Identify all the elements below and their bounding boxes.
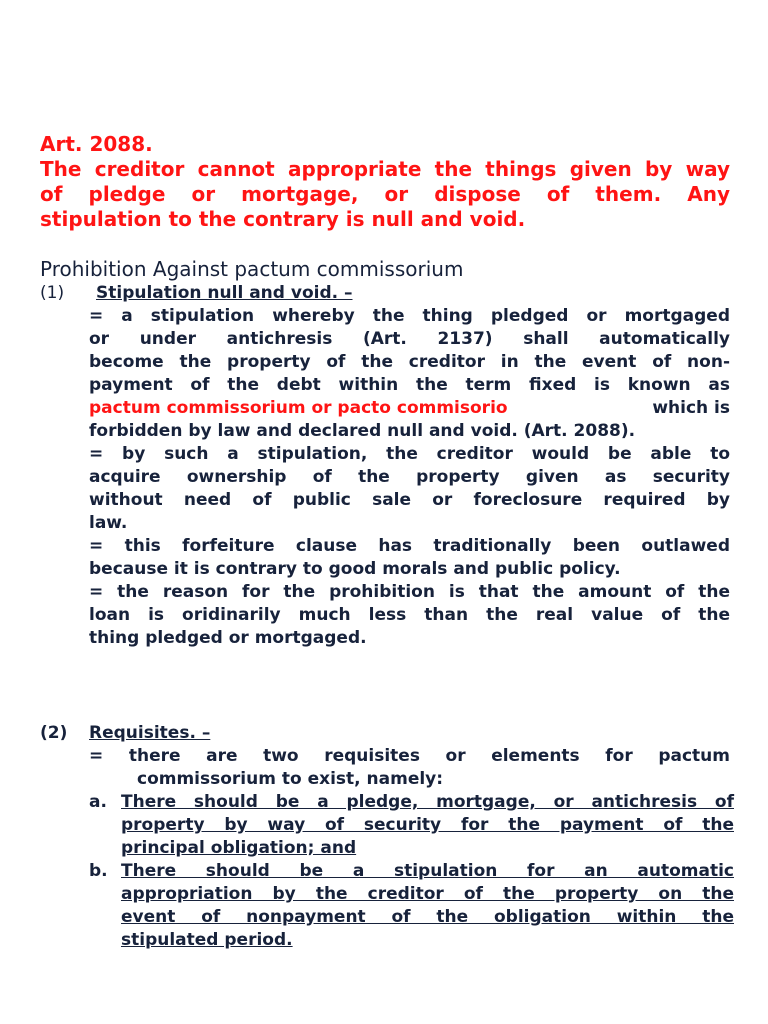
item-marker: a. (89, 792, 107, 812)
item-line: There should be a pledge, mortgage, or antichresis of (121, 792, 734, 812)
item-content (121, 860, 734, 952)
section-heading: Prohibition Against pactum commissorium (40, 257, 464, 281)
body-line: payment of the debt within the term fixed is known as (89, 375, 730, 395)
section2-intro (89, 745, 730, 791)
body-line: law. (89, 513, 128, 533)
body-line: forbidden by law and declared null and void. (Art. 2088). (89, 421, 636, 441)
body-line: = the reason for the prohibition is that the amount of the (89, 582, 730, 602)
body-line: acquire ownership of the property given as security (89, 467, 730, 487)
section2-title: Requisites. – (89, 723, 211, 743)
item-line: principal obligation; and (121, 838, 357, 858)
requisite-item-b (89, 860, 739, 952)
article-block (40, 132, 730, 232)
body-line-red (89, 397, 730, 420)
item-line: stipulated period. (121, 930, 293, 950)
section1-number: (1) (40, 283, 65, 303)
body-line: because it is contrary to good morals and public policy. (89, 559, 621, 579)
body-line: = a stipulation whereby the thing pledged or mortgaged (89, 306, 730, 326)
item-line: event of nonpayment of the obligation within the (121, 907, 734, 927)
article-text-line: of pledge or mortgage, or dispose of them. Any (40, 182, 730, 206)
requisite-item-a (89, 791, 739, 860)
body-line: become the property of the creditor in the event of non- (89, 352, 730, 372)
article-text-line: stipulation to the contrary is null and void. (40, 207, 526, 231)
intro-line: commissorium to exist, namely: (137, 769, 444, 789)
section1-title: Stipulation null and void. – (96, 283, 353, 303)
body-line: without need of public sale or foreclosure required by (89, 490, 730, 510)
intro-line: = there are two requisites or elements for pactum (89, 746, 730, 766)
body-line: thing pledged or mortgaged. (89, 628, 367, 648)
article-text-line: The creditor cannot appropriate the things given by way (40, 157, 730, 181)
item-line: property by way of security for the payment of the (121, 815, 734, 835)
item-line: There should be a stipulation for an automatic (121, 861, 734, 881)
body-line: or under antichresis (Art. 2137) shall automatically (89, 329, 730, 349)
item-content (121, 791, 734, 860)
section1-body (89, 305, 730, 650)
item-line: appropriation by the creditor of the property on the (121, 884, 734, 904)
body-line: = by such a stipulation, the creditor would be able to (89, 444, 730, 464)
body-line: = this forfeiture clause has traditionally been outlawed (89, 536, 730, 556)
red-phrase: pactum commissorium or pacto commisorio (89, 398, 508, 418)
section2-number: (2) (40, 723, 68, 743)
item-marker: b. (89, 861, 108, 881)
article-number: Art. 2088. (40, 132, 153, 156)
body-line: loan is oridinarily much less than the real value of the (89, 605, 730, 625)
red-line-tail: which is (652, 398, 730, 418)
